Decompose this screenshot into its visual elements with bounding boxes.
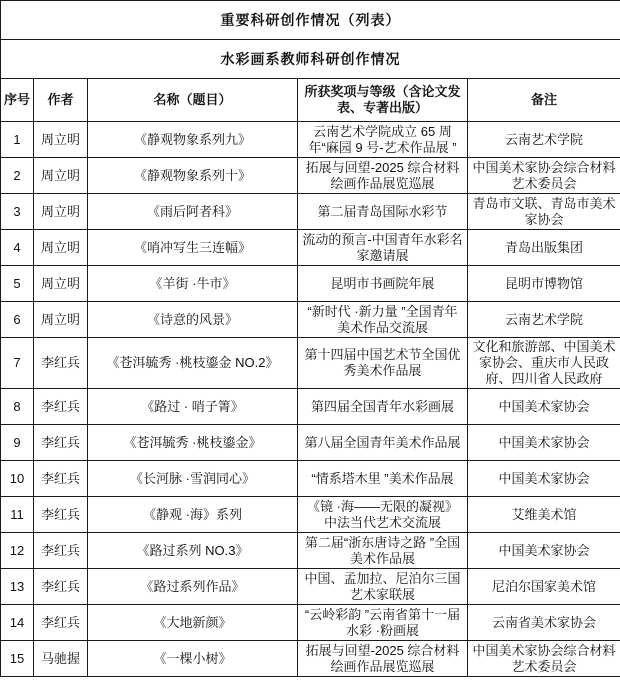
col-header-seq: 序号 bbox=[1, 79, 34, 122]
cell-author: 李红兵 bbox=[34, 605, 88, 641]
table-header-row bbox=[1, 79, 620, 122]
cell-remark: 中国美术家协会 bbox=[468, 461, 620, 497]
table-row bbox=[1, 461, 620, 497]
table-row bbox=[1, 605, 620, 641]
cell-award: 第二届“浙东唐诗之路 ”全国美术作品展 bbox=[298, 533, 468, 569]
col-header-remark: 备注 bbox=[468, 79, 620, 122]
cell-seq: 15 bbox=[1, 641, 34, 677]
cell-award: 第八届全国青年美术作品展 bbox=[298, 425, 468, 461]
cell-remark: 中国美术家协会综合材料艺术委员会 bbox=[468, 158, 620, 194]
cell-remark: 青岛市文联、青岛市美术家协会 bbox=[468, 194, 620, 230]
cell-title: 《长河脉 ·雪润同心》 bbox=[88, 461, 298, 497]
col-header-award: 所获奖项与等级（含论文发表、专著出版） bbox=[298, 79, 468, 122]
cell-title: 《苍洱毓秀 ·桃枝鎏金》 bbox=[88, 425, 298, 461]
cell-title: 《羊街 ·牛市》 bbox=[88, 266, 298, 302]
cell-remark: 中国美术家协会综合材料艺术委员会 bbox=[468, 641, 620, 677]
section-title-row bbox=[1, 40, 620, 79]
cell-author: 周立明 bbox=[34, 266, 88, 302]
cell-award: 拓展与回望-2025 综合材料绘画作品展览巡展 bbox=[298, 158, 468, 194]
cell-remark: 云南省美术家协会 bbox=[468, 605, 620, 641]
cell-remark: 艾维美术馆 bbox=[468, 497, 620, 533]
cell-remark: 中国美术家协会 bbox=[468, 389, 620, 425]
cell-award: 昆明市书画院年展 bbox=[298, 266, 468, 302]
cell-seq: 1 bbox=[1, 122, 34, 158]
cell-author: 李红兵 bbox=[34, 425, 88, 461]
cell-remark: 青岛出版集团 bbox=[468, 230, 620, 266]
cell-award: “情系塔木里 ”美术作品展 bbox=[298, 461, 468, 497]
table-row bbox=[1, 302, 620, 338]
cell-title: 《一棵小树》 bbox=[88, 641, 298, 677]
cell-seq: 8 bbox=[1, 389, 34, 425]
cell-author: 李红兵 bbox=[34, 569, 88, 605]
col-header-author: 作者 bbox=[34, 79, 88, 122]
cell-author: 周立明 bbox=[34, 158, 88, 194]
cell-title: 《路过系列作品》 bbox=[88, 569, 298, 605]
cell-author: 周立明 bbox=[34, 302, 88, 338]
cell-award: 第二届青岛国际水彩节 bbox=[298, 194, 468, 230]
cell-author: 李红兵 bbox=[34, 533, 88, 569]
cell-seq: 14 bbox=[1, 605, 34, 641]
cell-author: 周立明 bbox=[34, 122, 88, 158]
cell-seq: 6 bbox=[1, 302, 34, 338]
cell-author: 李红兵 bbox=[34, 389, 88, 425]
cell-author: 李红兵 bbox=[34, 461, 88, 497]
section-title: 水彩画系教师科研创作情况 bbox=[1, 40, 620, 79]
table-row bbox=[1, 533, 620, 569]
cell-title: 《苍洱毓秀 ·桃枝鎏金 NO.2》 bbox=[88, 338, 298, 389]
table-row bbox=[1, 497, 620, 533]
cell-award: 云南艺术学院成立 65 周年“麻园 9 号-艺术作品展 ” bbox=[298, 122, 468, 158]
cell-title: 《路过 · 哨子箐》 bbox=[88, 389, 298, 425]
cell-award: 第十四届中国艺术节全国优秀美术作品展 bbox=[298, 338, 468, 389]
table-row bbox=[1, 641, 620, 677]
cell-remark: 尼泊尔国家美术馆 bbox=[468, 569, 620, 605]
table-row bbox=[1, 194, 620, 230]
cell-seq: 10 bbox=[1, 461, 34, 497]
cell-title: 《静观物象系列十》 bbox=[88, 158, 298, 194]
cell-seq: 5 bbox=[1, 266, 34, 302]
table-row bbox=[1, 425, 620, 461]
cell-title: 《静观 ·海》系列 bbox=[88, 497, 298, 533]
cell-award: 拓展与回望-2025 综合材料绘画作品展览巡展 bbox=[298, 641, 468, 677]
cell-author: 李红兵 bbox=[34, 497, 88, 533]
main-title-row bbox=[1, 1, 620, 40]
page-title: 重要科研创作情况（列表） bbox=[1, 1, 620, 40]
cell-title: 《诗意的风景》 bbox=[88, 302, 298, 338]
cell-author: 李红兵 bbox=[34, 338, 88, 389]
cell-seq: 2 bbox=[1, 158, 34, 194]
cell-remark: 中国美术家协会 bbox=[468, 533, 620, 569]
table-row bbox=[1, 122, 620, 158]
table-row bbox=[1, 230, 620, 266]
cell-seq: 13 bbox=[1, 569, 34, 605]
cell-remark: 云南艺术学院 bbox=[468, 122, 620, 158]
cell-title: 《静观物象系列九》 bbox=[88, 122, 298, 158]
table-row bbox=[1, 389, 620, 425]
table-row bbox=[1, 569, 620, 605]
cell-seq: 7 bbox=[1, 338, 34, 389]
cell-award: 《镜 ·海——无限的凝视》中法当代艺术交流展 bbox=[298, 497, 468, 533]
cell-seq: 12 bbox=[1, 533, 34, 569]
cell-title: 《哨冲写生三连幅》 bbox=[88, 230, 298, 266]
table-row bbox=[1, 338, 620, 389]
table-row bbox=[1, 158, 620, 194]
cell-award: “新时代 ·新力量 ”全国青年美术作品交流展 bbox=[298, 302, 468, 338]
cell-remark: 中国美术家协会 bbox=[468, 425, 620, 461]
cell-title: 《路过系列 NO.3》 bbox=[88, 533, 298, 569]
cell-title: 《雨后阿者科》 bbox=[88, 194, 298, 230]
col-header-title: 名称（题目） bbox=[88, 79, 298, 122]
cell-seq: 4 bbox=[1, 230, 34, 266]
cell-award: 中国、孟加拉、尼泊尔三国艺术家联展 bbox=[298, 569, 468, 605]
cell-seq: 9 bbox=[1, 425, 34, 461]
table-body bbox=[1, 122, 620, 677]
cell-author: 周立明 bbox=[34, 230, 88, 266]
cell-title: 《大地新颜》 bbox=[88, 605, 298, 641]
cell-author: 马驰握 bbox=[34, 641, 88, 677]
cell-author: 周立明 bbox=[34, 194, 88, 230]
cell-seq: 3 bbox=[1, 194, 34, 230]
cell-remark: 昆明市博物馆 bbox=[468, 266, 620, 302]
cell-seq: 11 bbox=[1, 497, 34, 533]
cell-remark: 文化和旅游部、中国美术家协会、重庆市人民政府、四川省人民政府 bbox=[468, 338, 620, 389]
cell-award: “云岭彩韵 ”云南省第十一届水彩 ·粉画展 bbox=[298, 605, 468, 641]
cell-award: 流动的预言-中国青年水彩名家邀请展 bbox=[298, 230, 468, 266]
cell-remark: 云南艺术学院 bbox=[468, 302, 620, 338]
cell-award: 第四届全国青年水彩画展 bbox=[298, 389, 468, 425]
table-row bbox=[1, 266, 620, 302]
